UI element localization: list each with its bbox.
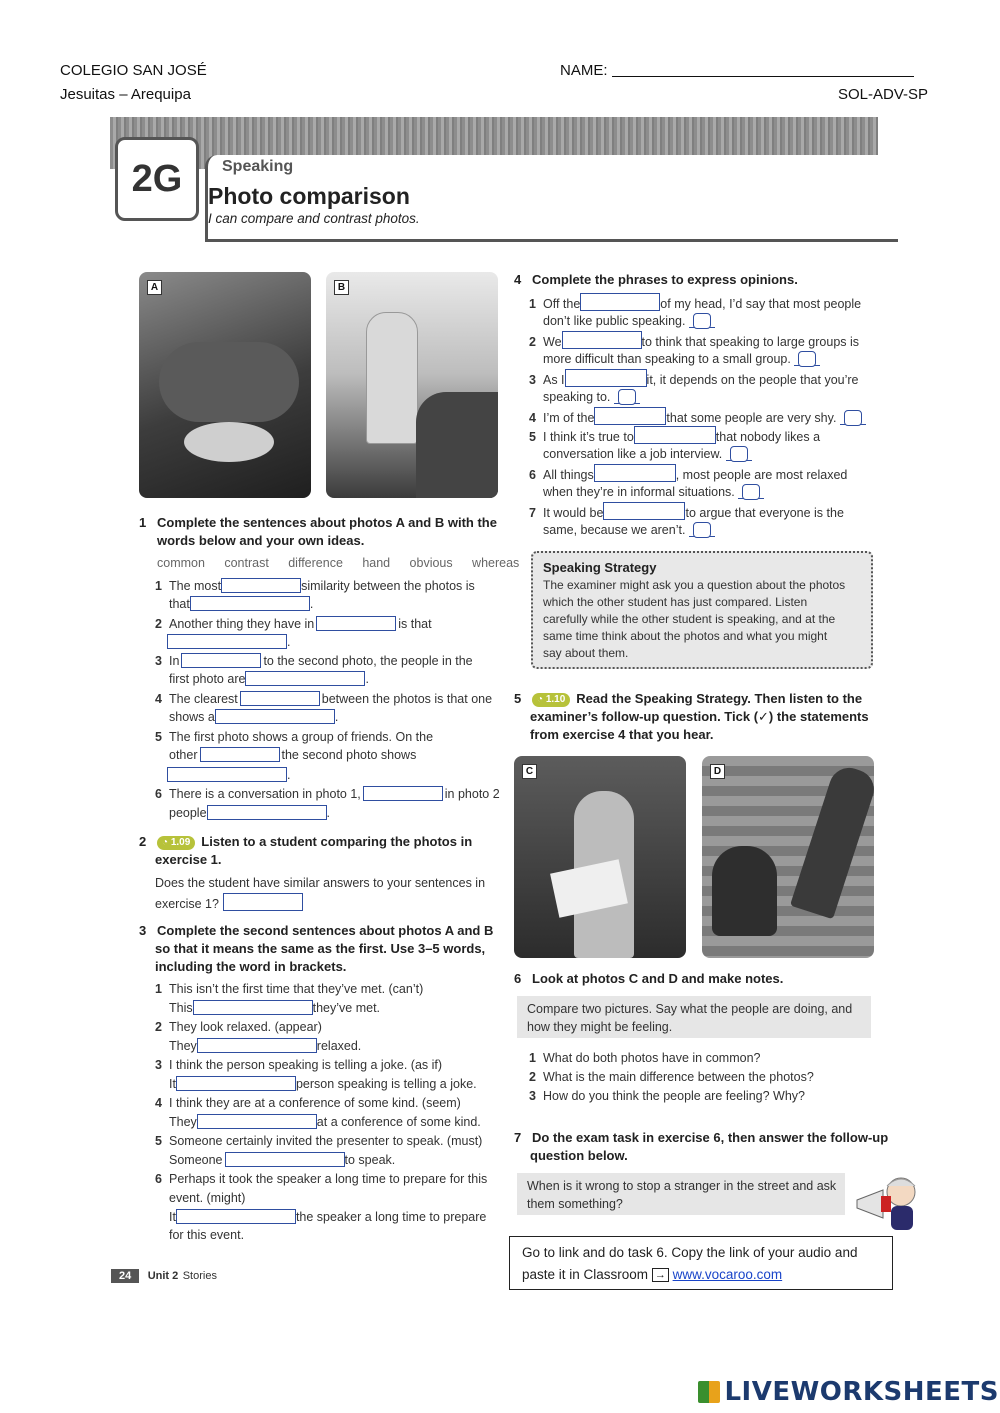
footer-unit: Unit 2: [147, 1270, 179, 1282]
photo-d: [702, 756, 874, 958]
photo-a-table: [184, 422, 274, 462]
ex4-item-1-field[interactable]: [580, 293, 660, 311]
name-label: [560, 62, 914, 79]
ex4-item-7-post: to argue that everyone is the: [685, 506, 844, 520]
strategy-line-3: carefully while the other student is speaking, and at the: [543, 612, 836, 626]
ex4-item-4: [529, 407, 866, 427]
ex1-item-4-text-b: between the photos is that one: [321, 692, 493, 706]
ex1-item-5-l3: [167, 766, 290, 784]
ex6-task-l1: Compare two pictures. Say what the people are doing, and: [527, 1002, 853, 1016]
ex1-item-6-text-c: people: [169, 806, 207, 820]
ex1-item-3-field-1[interactable]: [181, 653, 261, 668]
ex4-item-2-post: to think that speaking to large groups is: [641, 335, 860, 349]
ex1-item-1-field-1[interactable]: [221, 578, 301, 593]
ex1-item-4-field-1[interactable]: [240, 691, 320, 706]
ex1-item-1-field-2[interactable]: [190, 596, 310, 611]
ex4-instruction: [514, 271, 798, 289]
ex1-item-2-text-a: Another thing they have in: [169, 617, 315, 631]
ex4-item-1-tick[interactable]: [689, 327, 715, 328]
ex4-item-6-l2: [543, 483, 764, 501]
name-line[interactable]: [612, 62, 914, 77]
ex1-item-4-text-a: The clearest: [169, 692, 238, 706]
ex2-instruction-l1: Listen to a student comparing the photos in: [201, 834, 473, 849]
ex4-item-1: [529, 293, 861, 313]
ex3-item-1-original: This isn’t the first time that they’ve met. (can’t): [169, 982, 424, 996]
ex4-item-6-pre: All things: [543, 468, 594, 482]
ex1-item-2-text-d: .: [287, 635, 291, 649]
ex3-item-1-post: they’ve met.: [312, 1001, 381, 1015]
ex4-item-5-tick[interactable]: [726, 460, 752, 461]
ex4-item-2-tickbox[interactable]: [798, 351, 816, 367]
ex1-item-5-text-b: other: [169, 748, 198, 762]
strategy-line-5: say about them.: [543, 646, 629, 660]
ex2-instruction-l2: exercise 1.: [155, 852, 222, 867]
ex1-item-5-l2: [169, 746, 416, 764]
photo-b-label: B: [334, 280, 349, 295]
ex1-item-3-text-c: first photo are: [169, 672, 246, 686]
ex5-instruction-l3: from exercise 4 that you hear.: [530, 727, 714, 742]
strategy-line-2: which the other student has just compared. Listen: [543, 595, 808, 609]
ex1-item-6-field-2[interactable]: [207, 805, 327, 820]
ex4-item-3: [529, 369, 859, 389]
ex2-answer-field[interactable]: [223, 893, 303, 911]
ex4-item-1-post: of my head, I’d say that most people: [660, 297, 862, 311]
ex1-item-2: [155, 615, 432, 633]
ex3-item-6-original-l2: event. (might): [169, 1191, 246, 1205]
ex4-item-7: [529, 502, 844, 522]
ex4-item-3-pre: As I: [543, 373, 565, 387]
ex3-item-4-number: 4: [155, 1096, 162, 1110]
ex4-item-2: [529, 331, 859, 351]
ex3-item-4-rewrite: [169, 1113, 481, 1131]
ex1-item-1-l2: [169, 595, 313, 613]
ex7-number: 7: [514, 1130, 522, 1145]
ex1-instruction-l2: words below and your own ideas.: [157, 533, 365, 548]
ex1-item-2-l2: [167, 633, 290, 651]
ex2-question-l2: [155, 893, 303, 913]
ex3-item-6-rewrite: [169, 1208, 486, 1226]
ex3-instruction-l3: including the word in brackets.: [155, 959, 347, 974]
ex1-item-6-l2: [169, 804, 330, 822]
ex5-audio-icon: ◔: [537, 694, 544, 705]
ex3-item-2-original: They look relaxed. (appear): [169, 1020, 322, 1034]
ex1-item-3-field-2[interactable]: [245, 671, 365, 686]
ex3-instruction: [139, 922, 493, 940]
ex4-instruction-text: Complete the phrases to express opinions.: [532, 272, 798, 287]
ex1-item-4-l2: [169, 708, 338, 726]
ex1-item-2-field-1[interactable]: [316, 616, 396, 631]
megaphone-mascot-icon: [853, 1172, 923, 1234]
ex3-item-4-original: I think they are at a conference of some kind. (seem): [169, 1096, 461, 1110]
ex4-item-6-tickbox[interactable]: [742, 484, 760, 500]
ex1-item-3: [155, 652, 473, 670]
ex3-item-3-post: person speaking is telling a joke.: [295, 1077, 477, 1091]
ex1-item-2-text-b: is that: [398, 617, 432, 631]
ex1-item-1-text-b: similarity between the photos is: [301, 579, 475, 593]
ex3-item-3-original: I think the person speaking is telling a joke. (as if): [169, 1058, 443, 1072]
ex4-item-4-field[interactable]: [594, 407, 666, 425]
ex3-item-4-field[interactable]: [197, 1114, 317, 1129]
photo-a-label: A: [147, 280, 162, 295]
name-label-text: NAME:: [560, 62, 608, 79]
ex1-item-3-text-d: .: [365, 672, 369, 686]
ex1-item-5-text-c: the second photo shows: [281, 748, 417, 762]
ex3-item-6-field[interactable]: [176, 1209, 296, 1224]
ex7-question-box: [517, 1173, 845, 1215]
ex1-item-1-number: 1: [155, 579, 162, 593]
ex5-instruction-l2: examiner’s follow-up question. Tick (✓) the statements: [530, 709, 869, 724]
banner-section: Speaking: [222, 158, 294, 175]
photo-a-people: [159, 342, 299, 422]
ex1-instruction-l1: Complete the sentences about photos A and B with the: [157, 515, 497, 530]
ex3-item-6-number: 6: [155, 1172, 162, 1186]
ex5-instruction: [514, 690, 862, 708]
ex4-item-1-pre: Off the: [543, 297, 581, 311]
ex3-item-3-number: 3: [155, 1058, 162, 1072]
ex7-instruction: [514, 1129, 888, 1147]
ex3-item-2-field[interactable]: [197, 1038, 317, 1053]
ex1-number: 1: [139, 515, 147, 530]
ex4-item-5-l2: [543, 445, 752, 463]
ex6-number: 6: [514, 971, 522, 986]
ex1-item-3-number: 3: [155, 654, 162, 668]
ex3-item-5-pre: Someone: [169, 1153, 223, 1167]
ex3-item-3-field[interactable]: [176, 1076, 296, 1091]
ex2-audio-track: 1.09: [170, 837, 191, 848]
ex4-item-3-field[interactable]: [565, 369, 647, 387]
banner-subtitle: I can compare and contrast photos.: [208, 211, 420, 226]
ex6-task-l2: how they might be feeling.: [527, 1020, 673, 1034]
ex3-item-5-original: Someone certainly invited the presenter to speak. (must): [169, 1134, 483, 1148]
task-box: [509, 1236, 893, 1290]
ex5-audio-badge[interactable]: [532, 693, 570, 707]
ex4-item-1-l2-text: don’t like public speaking.: [543, 314, 686, 328]
ex3-item-4-pre: They: [169, 1115, 197, 1129]
banner: [110, 117, 890, 242]
ex3-item-6-rewrite-l2: for this event.: [169, 1228, 245, 1242]
ex7-instruction-l1: Do the exam task in exercise 6, then answer the follow-up: [532, 1130, 889, 1145]
ex1-item-6-text-b: in photo 2: [444, 787, 500, 801]
ex6-question-1-text: What do both photos have in common?: [543, 1051, 761, 1065]
ex3-item-2-rewrite: [169, 1037, 361, 1055]
ex3-instruction-l1: Complete the second sentences about photos A and B: [157, 923, 494, 938]
ex3-item-5-post: to speak.: [344, 1153, 396, 1167]
ex3-item-1: [155, 980, 423, 998]
ex3-number: 3: [139, 923, 147, 938]
ex2-number: 2: [139, 834, 147, 849]
ex1-item-1: [155, 577, 475, 595]
ex4-item-5-l2-text: conversation like a job interview.: [543, 447, 723, 461]
strategy-line-1: The examiner might ask you a question about the photos: [543, 578, 846, 592]
ex4-item-5: [529, 426, 820, 446]
ex6-question-3-number: 3: [529, 1089, 536, 1103]
liveworksheets-wordmark: LIVEWORKSHEETS: [724, 1377, 999, 1407]
ex1-item-3-text-b: to the second photo, the people in the: [263, 654, 473, 668]
photo-c: [514, 756, 686, 958]
ex6-question-2: [529, 1068, 814, 1086]
ex4-item-1-tickbox[interactable]: [693, 313, 711, 329]
ex4-item-2-number: 2: [529, 335, 536, 349]
ex4-item-3-number: 3: [529, 373, 536, 387]
strategy-title: Speaking Strategy: [543, 560, 657, 575]
ex3-item-5-field[interactable]: [225, 1152, 345, 1167]
ex1-item-4-number: 4: [155, 692, 162, 706]
photo-b: [326, 272, 498, 498]
ex1-item-5-text-d: .: [287, 768, 291, 782]
ex1-item-4: [155, 690, 492, 708]
ex1-item-3-l2: [169, 670, 369, 688]
ex5-number: 5: [514, 691, 522, 706]
ex4-item-4-tickbox[interactable]: [844, 410, 862, 426]
ex1-item-3-text-a: In: [169, 654, 180, 668]
ex3-item-4: [155, 1094, 461, 1112]
ex4-item-2-pre: We: [543, 335, 562, 349]
ex6-question-2-text: What is the main difference between the photos?: [543, 1070, 814, 1084]
ex1-item-4-text-c: shows a: [169, 710, 215, 724]
ex1-item-5: [155, 728, 433, 746]
ex5-instruction-l1: Read the Speaking Strategy. Then listen to the: [576, 691, 863, 706]
ex2-question-l2-text: exercise 1?: [155, 897, 219, 911]
ex2-instruction: [139, 833, 472, 851]
ex1-item-5-field-1[interactable]: [200, 747, 280, 762]
ex2-audio-badge[interactable]: [157, 836, 195, 850]
ex1-item-6-text-a: There is a conversation in photo 1,: [169, 787, 361, 801]
ex3-item-4-post: at a conference of some kind.: [316, 1115, 481, 1129]
ex1-item-4-field-2[interactable]: [215, 709, 335, 724]
ex4-item-7-l2-text: same, because we aren’t.: [543, 523, 686, 537]
ex1-item-1-text-c: that: [169, 597, 190, 611]
ex4-item-2-l2: [543, 350, 820, 368]
ex7-question-l2: them something?: [527, 1197, 623, 1211]
page-number: 24: [111, 1269, 139, 1283]
liveworksheets-mark-icon: [698, 1381, 720, 1403]
ex4-number: 4: [514, 272, 522, 287]
ex3-item-5-rewrite: [169, 1151, 395, 1169]
ex1-item-2-number: 2: [155, 617, 162, 631]
ex3-item-3: [155, 1056, 442, 1074]
ex3-item-1-number: 1: [155, 982, 162, 996]
ex4-item-3-tickbox[interactable]: [618, 389, 636, 405]
ex3-item-2: [155, 1018, 322, 1036]
liveworksheets-logo: [698, 1377, 999, 1407]
ex4-item-4-post: that some people are very shy.: [666, 411, 837, 425]
banner-title: Photo comparison: [208, 183, 410, 209]
photo-c-label: C: [522, 764, 537, 779]
ex7-question-l1: When is it wrong to stop a stranger in the street and ask: [527, 1179, 837, 1193]
ex4-item-6-field[interactable]: [594, 464, 676, 482]
ex4-item-7-number: 7: [529, 506, 536, 520]
ex4-item-7-tick[interactable]: [689, 536, 715, 537]
ex3-item-2-number: 2: [155, 1020, 162, 1034]
ex4-item-4-tick[interactable]: [840, 424, 866, 425]
ex1-item-5-text-a: The first photo shows a group of friends. On the: [169, 730, 434, 744]
ex4-item-7-l2: [543, 521, 715, 539]
ex4-item-1-l2: [543, 312, 715, 330]
ex4-item-2-field[interactable]: [562, 331, 642, 349]
ex1-item-4-text-d: .: [334, 710, 339, 724]
ex6-question-1: [529, 1049, 761, 1067]
task-line-2-text: paste it in Classroom: [522, 1267, 649, 1282]
ex6-question-3-text: How do you think the people are feeling? Why?: [543, 1089, 805, 1103]
photo-b-audience: [416, 392, 498, 498]
ex2-question-l1: Does the student have similar answers to your sentences in: [155, 876, 486, 890]
ex4-item-3-post: it, it depends on the people that you’re: [646, 373, 859, 387]
ex1-instruction: [139, 514, 497, 532]
ex4-item-5-field[interactable]: [634, 426, 716, 444]
ex4-item-7-pre: It would be: [543, 506, 604, 520]
ex6-instruction-text: Look at photos C and D and make notes.: [532, 971, 784, 986]
ex3-item-5: [155, 1132, 482, 1150]
ex1-item-5-field-2[interactable]: [167, 767, 287, 782]
school-name: COLEGIO SAN JOSÉ: [60, 62, 207, 79]
ex1-item-6-field-1[interactable]: [363, 786, 443, 801]
ex4-item-6-post: , most people are most relaxed: [675, 468, 848, 482]
ex3-instruction-l2: so that it means the same as the first. Use 3–5 words,: [155, 941, 486, 956]
page-footer: [111, 1266, 217, 1284]
ex3-item-1-pre: This: [169, 1001, 193, 1015]
ex4-item-7-field[interactable]: [603, 502, 685, 520]
photo-d-seated-person: [712, 846, 777, 936]
photo-d-standing-person: [790, 763, 874, 920]
vocaroo-link[interactable]: www.vocaroo.com: [672, 1267, 783, 1282]
ex3-item-6-original: Perhaps it took the speaker a long time to prepare for this: [169, 1172, 488, 1186]
ex3-item-3-rewrite: [169, 1075, 477, 1093]
ex3-item-6-pre: It: [169, 1210, 176, 1224]
ex1-wordbank: common contrast difference hand obvious whereas: [157, 556, 520, 570]
task-line-1: Go to link and do task 6. Copy the link of your audio and: [522, 1245, 858, 1260]
photo-d-label: D: [710, 764, 725, 779]
ex1-item-6-number: 6: [155, 787, 162, 801]
photo-a: [139, 272, 311, 498]
ex1-item-1-text-a: The most: [169, 579, 222, 593]
ex6-question-2-number: 2: [529, 1070, 536, 1084]
ex4-item-3-tick[interactable]: [614, 403, 640, 404]
ex4-item-4-number: 4: [529, 411, 536, 425]
ex4-item-3-l2: [543, 388, 640, 406]
ex6-question-1-number: 1: [529, 1051, 536, 1065]
ex1-item-1-text-d: .: [309, 597, 314, 611]
ex3-item-1-rewrite: [169, 999, 380, 1017]
unit-code-box: 2G: [115, 137, 199, 221]
ex4-item-6: [529, 464, 847, 484]
ex4-item-5-post: that nobody likes a: [715, 430, 821, 444]
ex7-instruction-l2: question below.: [530, 1148, 628, 1163]
ex3-item-2-post: relaxed.: [316, 1039, 362, 1053]
ex4-item-2-tick[interactable]: [794, 365, 820, 366]
ex6-question-3: [529, 1087, 805, 1105]
ex4-item-7-tickbox[interactable]: [693, 522, 711, 538]
ex4-item-5-pre: I think it’s true to: [543, 430, 634, 444]
speaking-strategy-box: [531, 551, 873, 669]
photo-b-presenter: [366, 312, 418, 444]
ex4-item-4-pre: I’m of the: [543, 411, 595, 425]
footer-unit-name: Stories: [182, 1270, 217, 1282]
ex4-item-5-number: 5: [529, 430, 536, 444]
ex5-audio-track: 1.10: [545, 694, 566, 705]
ex3-item-6: [155, 1170, 487, 1188]
ex1-item-5-number: 5: [155, 730, 162, 744]
ex4-item-1-number: 1: [529, 297, 536, 311]
strategy-line-4: same time think about the photos and what you might: [543, 629, 828, 643]
ex1-item-6: [155, 785, 500, 803]
ex3-item-6-post: the speaker a long time to prepare: [295, 1210, 487, 1224]
ex2-audio-icon: ◔: [162, 837, 169, 848]
ex4-item-6-number: 6: [529, 468, 536, 482]
ex4-item-6-tick[interactable]: [738, 498, 764, 499]
ex6-instruction: [514, 970, 783, 988]
ex1-item-6-text-d: .: [326, 806, 331, 820]
ex3-item-5-number: 5: [155, 1134, 162, 1148]
ex3-item-2-pre: They: [169, 1039, 197, 1053]
ex1-item-2-field-2[interactable]: [167, 634, 287, 649]
ex4-item-6-l2-text: when they’re in informal situations.: [543, 485, 735, 499]
ex6-task-box: [517, 996, 871, 1038]
ex3-item-3-pre: It: [169, 1077, 176, 1091]
worksheet-code: SOL-ADV-SP: [838, 86, 929, 103]
ex3-item-1-field[interactable]: [193, 1000, 313, 1015]
arrow-box-icon: →: [652, 1268, 669, 1282]
ex4-item-3-l2-text: speaking to.: [543, 390, 611, 404]
ex4-item-5-tickbox[interactable]: [730, 446, 748, 462]
task-line-2: [522, 1264, 880, 1286]
megaphone-mascot-svg: [853, 1172, 923, 1234]
ex4-item-2-l2-text: more difficult than speaking to a small group.: [543, 352, 791, 366]
school-subtitle: Jesuitas – Arequipa: [60, 86, 191, 103]
